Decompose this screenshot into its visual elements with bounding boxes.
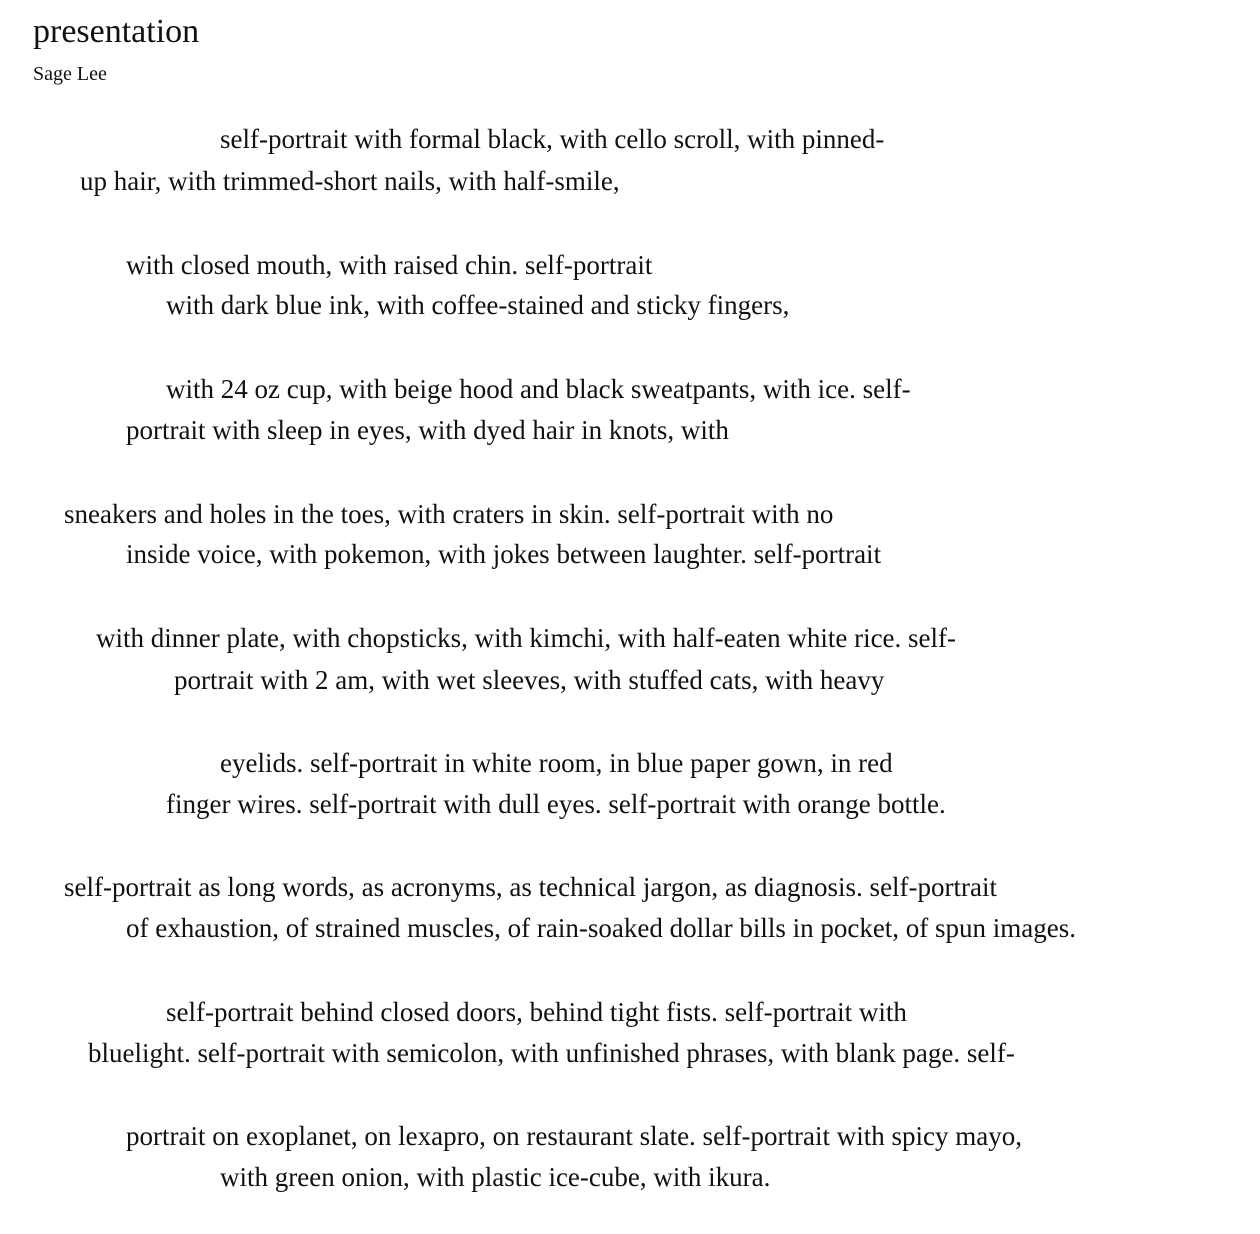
poem-line: up hair, with trimmed-short nails, with half-smile, [80,166,620,196]
poem-title: presentation [33,13,200,50]
poem-line: with 24 oz cup, with beige hood and black sweatpants, with ice. self- [166,374,911,404]
poem-line: finger wires. self-portrait with dull eyes. self-portrait with orange bottle. [166,789,946,819]
poem-line: with dark blue ink, with coffee-stained and sticky fingers, [166,290,790,320]
poem-line: of exhaustion, of strained muscles, of rain-soaked dollar bills in pocket, of spun images. [126,913,1077,943]
poem-line: with closed mouth, with raised chin. self-portrait [126,250,653,280]
poem-line: self-portrait with formal black, with cello scroll, with pinned- [220,124,885,154]
poem-line: portrait with 2 am, with wet sleeves, with stuffed cats, with heavy [174,665,885,695]
poem-line: with dinner plate, with chopsticks, with kimchi, with half-eaten white rice. self- [96,623,957,653]
poem-line: inside voice, with pokemon, with jokes between laughter. self-portrait [126,539,882,569]
poem-author: Sage Lee [33,63,107,85]
poem-line: self-portrait behind closed doors, behind tight fists. self-portrait with [166,997,907,1027]
poem-line: self-portrait as long words, as acronyms, as technical jargon, as diagnosis. self-portrait [64,872,998,902]
poem-line: portrait with sleep in eyes, with dyed hair in knots, with [126,415,729,445]
poem-line: sneakers and holes in the toes, with craters in skin. self-portrait with no [64,499,834,529]
poem-line: with green onion, with plastic ice-cube, with ikura. [220,1162,771,1192]
poem-line: bluelight. self-portrait with semicolon, with unfinished phrases, with blank page. self- [88,1038,1015,1068]
poem-line: eyelids. self-portrait in white room, in blue paper gown, in red [220,748,893,778]
poem-line: portrait on exoplanet, on lexapro, on restaurant slate. self-portrait with spicy mayo, [126,1121,1022,1151]
